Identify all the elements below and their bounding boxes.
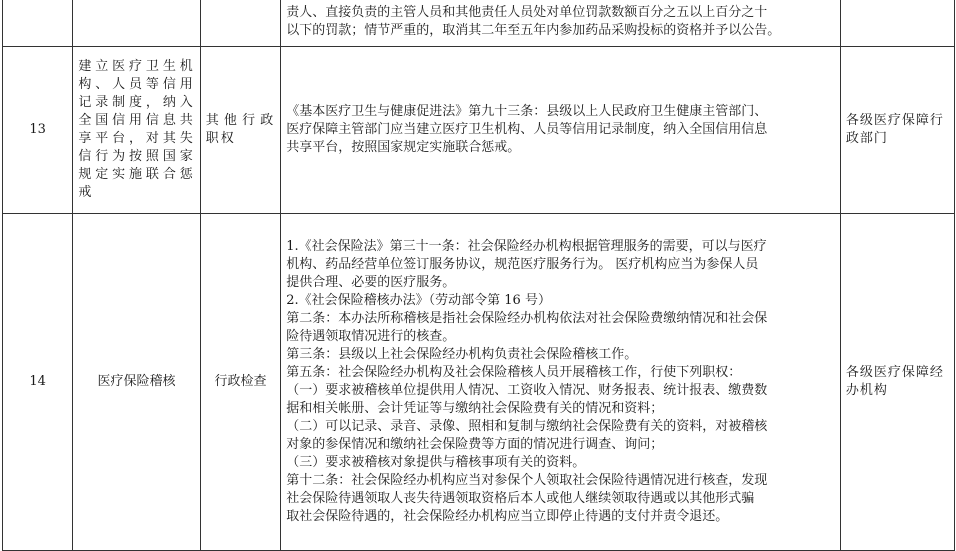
basis-line: 第十二条：社会保险经办机构应当对参保个人领取社会保险待遇情况进行核查，发现	[286, 473, 768, 488]
department-cell	[840, 214, 954, 551]
category-text: 其他行政职权	[205, 113, 276, 146]
table-row	[3, 47, 955, 214]
item-cell: 医疗保险稽核	[73, 214, 200, 551]
basis-line: 共享平台，按照国家规定实施联合惩戒。	[286, 140, 521, 155]
basis-line: 第三条：县级以上社会保险经办机构负责社会保险稽核工作。	[286, 347, 638, 362]
basis-cell	[281, 214, 841, 551]
basis-line: 《基本医疗卫生与健康促进法》第九十三条：县级以上人民政府卫生健康主管部门、	[286, 104, 768, 119]
basis-line: （三）要求被稽核对象提供与稽核事项有关的资料。	[286, 455, 586, 470]
row-number-cell: 13	[3, 47, 73, 214]
basis-line: 提供合理、必要的医疗服务。	[286, 275, 456, 290]
basis-line: 第五条：社会保险经办机构及社会保险稽核人员开展稽核工作，行使下列职权：	[286, 365, 742, 380]
legal-basis-table	[2, 0, 955, 551]
table-row	[3, 214, 955, 551]
department-text: 各级医疗保障经办机构	[845, 365, 944, 398]
basis-line: （二）可以记录、录音、录像、照相和复制与缴纳社会保险费有关的资料，对被稽核	[286, 419, 768, 434]
category-cell	[200, 0, 281, 47]
basis-cell	[281, 0, 841, 47]
item-cell	[73, 0, 200, 47]
basis-line: 2.《社会保险稽核办法》（劳动部令第 16 号）	[286, 293, 551, 308]
basis-line: 社会保险待遇领取人丧失待遇领取资格后本人或他人继续领取待遇或以其他形式骗	[286, 491, 755, 506]
category-cell	[200, 47, 281, 214]
item-cell	[73, 47, 200, 214]
basis-cell	[281, 47, 841, 214]
basis-line: 以下的罚款；情节严重的，取消其二年至五年内参加药品采购投标的资格并予以公告。	[286, 23, 781, 38]
department-cell	[840, 47, 954, 214]
basis-line: 险待遇领取情况进行的核查。	[286, 329, 456, 344]
basis-line: 第二条：本办法所称稽核是指社会保险经办机构依法对社会保险费缴纳情况和社会保	[286, 311, 768, 326]
item-text: 建立医疗卫生机构、人员等信用记录制度，纳入全国信用信息共享平台，对其失信行为按照国家规定实施联合惩戒	[78, 59, 195, 200]
category-cell: 行政检查	[200, 214, 281, 551]
basis-line: 据和相关帐册、会计凭证等与缴纳社会保险费有关的情况和资料；	[286, 401, 664, 416]
row-number-cell: 14	[3, 214, 73, 551]
basis-line: 1.《社会保险法》第三十一条：社会保险经办机构根据管理服务的需要，可以与医疗	[286, 239, 767, 254]
department-cell	[840, 0, 954, 47]
basis-line: 取社会保险待遇的，社会保险经办机构应当立即停止待遇的支付并责令退还。	[286, 509, 729, 524]
basis-line: 对象的参保情况和缴纳社会保险费等方面的情况进行调查、询问；	[286, 437, 664, 452]
basis-line: （一）要求被稽核单位提供用人情况、工资收入情况、财务报表、统计报表、缴费数	[286, 383, 768, 398]
table-row	[3, 0, 955, 47]
row-number-cell	[3, 0, 73, 47]
department-text: 各级医疗保障行政部门	[845, 113, 944, 146]
basis-line: 医疗保障主管部门应当建立医疗卫生机构、人员等信用记录制度，纳入全国信用信息	[286, 122, 768, 137]
basis-line: 责人、直接负责的主管人员和其他责任人员处对单位罚款数额百分之五以上百分之十	[286, 5, 768, 20]
basis-line: 机构、药品经营单位签订服务协议，规范医疗服务行为。 医疗机构应当为参保人员	[286, 257, 759, 272]
